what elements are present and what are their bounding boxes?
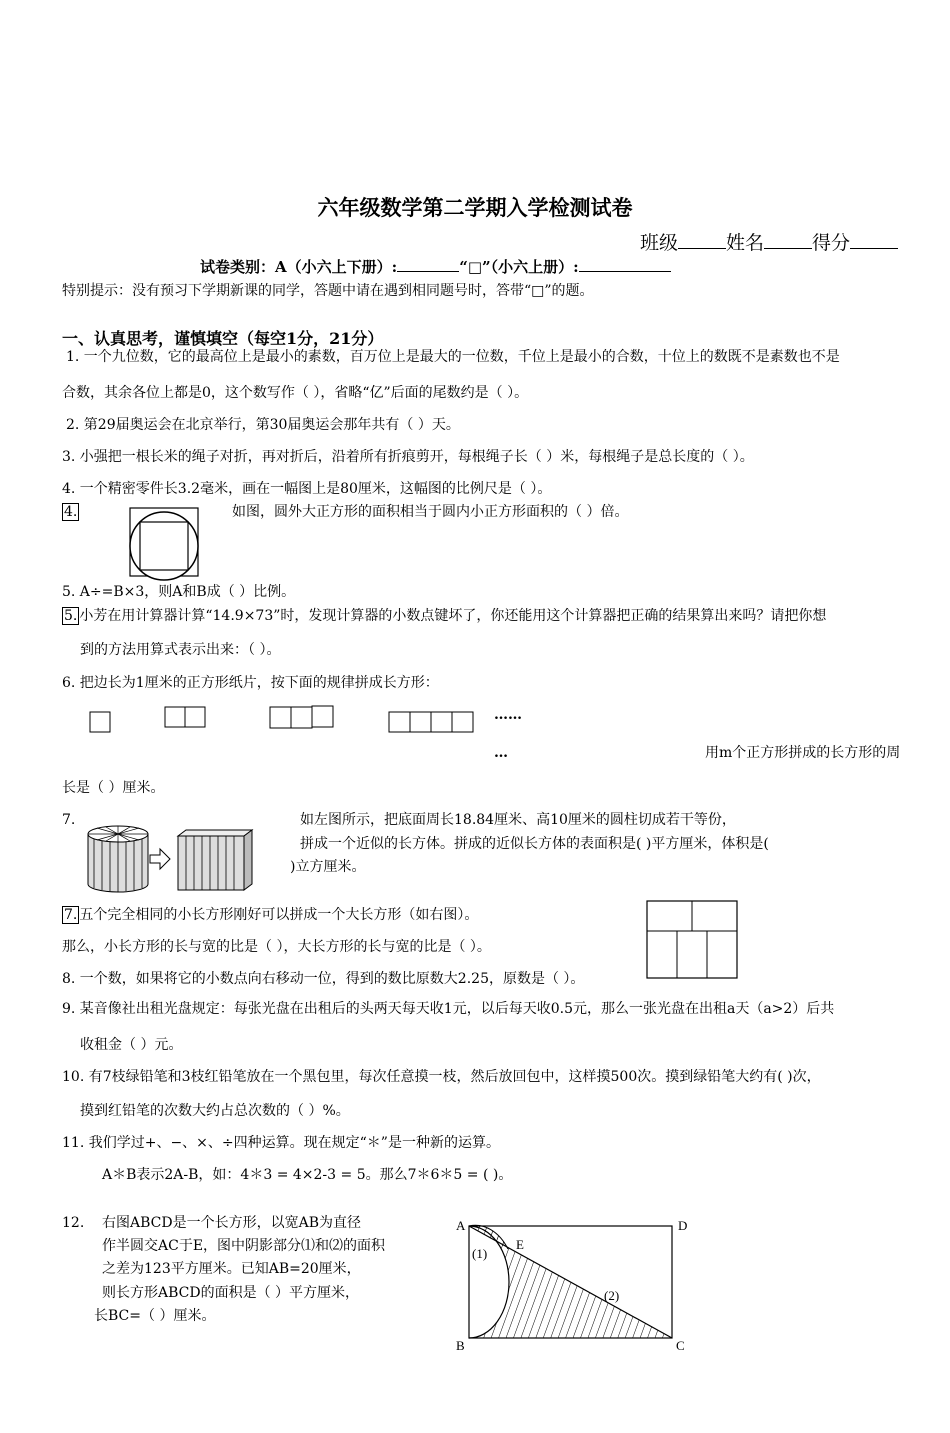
circle-square-figure xyxy=(128,508,200,580)
q6-square-pattern xyxy=(88,706,488,736)
label-a: A xyxy=(456,1218,466,1233)
label-b: B xyxy=(456,1338,465,1353)
q6-line3: 长是（ ）厘米。 xyxy=(62,780,165,796)
label-part-2: (2) xyxy=(604,1288,620,1303)
q11-line1: 11. 我们学过+、−、×、÷四种运算。现在规定“＊”是一种新的运算。 xyxy=(62,1135,500,1151)
q6-dots-2: … xyxy=(494,745,508,761)
q7-line2: 拼成一个近似的长方体。拼成的近似长方体的表面积是( )平方厘米，体积是( xyxy=(300,836,769,852)
q7b-line2: 那么，小长方形的长与宽的比是（ ），大长方形的长与宽的比是（ ）。 xyxy=(62,939,491,955)
category-box-label: “□”（小六上册）: xyxy=(459,258,579,276)
label-part-1: (1) xyxy=(472,1246,488,1261)
q12-number: 12. xyxy=(62,1215,85,1231)
q6: 6. 把边长为1厘米的正方形纸片，按下面的规律拼成长方形： xyxy=(62,675,439,691)
paper-category xyxy=(200,256,671,277)
q8: 8. 一个数，如果将它的小数点向右移动一位，得到的数比原数大2.25，原数是（ ）。 xyxy=(62,971,585,987)
q4b-number: 4. xyxy=(64,504,78,520)
q1-line1: 1. 一个九位数，它的最高位上是最小的素数，百万位上是最大的一位数，千位上是最小的合数，十位上的数既不是素数也不是 xyxy=(66,349,840,365)
special-hint: 特别提示：没有预习下学期新课的同学，答题中请在遇到相同题号时，答带“□”的题。 xyxy=(62,283,594,299)
q12-line5: 长BC=（ ）厘米。 xyxy=(94,1308,216,1324)
score-blank[interactable] xyxy=(850,230,898,249)
cylinder-figure xyxy=(86,822,256,894)
label-c: C xyxy=(676,1338,685,1353)
class-blank[interactable] xyxy=(678,230,726,249)
q6-tail: 用m个正方形拼成的长方形的周 xyxy=(705,745,901,761)
q5: 5. A÷=B×3，则A和B成（ ）比例。 xyxy=(62,584,296,600)
q7-line3: )立方厘米。 xyxy=(290,859,366,875)
q4b-text: 如图，圆外大正方形的面积相当于圆内小正方形面积的（ ）倍。 xyxy=(232,504,629,520)
q7-line1: 如左图所示，把底面周长18.84厘米、高10厘米的圆柱切成若干等份， xyxy=(300,812,736,828)
score-label: 得分 xyxy=(811,232,850,254)
q7b-line1: 7. 五个完全相同的小长方形刚好可以拼成一个大长方形（如右图）。 xyxy=(64,907,479,923)
name-blank[interactable] xyxy=(764,230,812,249)
q5b-line1: 5. 小芳在用计算器计算“14.9×73”时，发现计算器的小数点键坏了，你还能用这个计算器把正确的结果算出来吗？请把你想 xyxy=(64,608,827,624)
q1-line2: 合数，其余各位上都是0，这个数写作（ ），省略“亿”后面的尾数约是（ ）。 xyxy=(62,385,529,401)
class-label: 班级 xyxy=(639,232,678,254)
q2: 2. 第29届奥运会在北京举行，第30届奥运会那年共有（ ）天。 xyxy=(66,417,460,433)
category-a-blank[interactable] xyxy=(397,257,459,272)
category-a-label: 试卷类别：A（小六上下册）: xyxy=(200,258,398,276)
q10-line2: 摸到红铅笔的次数大约占总次数的（ ）%。 xyxy=(80,1103,350,1119)
q5b-line2: 到的方法用算式表示出来：（ ）。 xyxy=(80,642,281,658)
q7-number: 7. xyxy=(62,812,76,828)
q12-line1: 右图ABCD是一个长方形，以宽AB为直径 xyxy=(102,1215,361,1231)
five-rectangles-figure xyxy=(646,900,740,980)
q4: 4. 一个精密零件长3.2毫米，画在一幅图上是80厘米，这幅图的比例尺是（ ）。 xyxy=(62,481,552,497)
q12-line3: 之差为123平方厘米。已知AB=20厘米， xyxy=(102,1261,361,1277)
q10-line1: 10. 有7枝绿铅笔和3枝红铅笔放在一个黑包里，每次任意摸一枝，然后放回包中，这样摸500次。摸到绿铅笔大约有( )次， xyxy=(62,1069,821,1085)
q12-line2: 作半圆交AC于E，图中阴影部分⑴和⑵的面积 xyxy=(102,1238,386,1254)
student-info xyxy=(640,228,898,255)
category-box-blank[interactable] xyxy=(579,257,671,272)
q9-line1: 9. 某音像社出租光盘规定：每张光盘在出租后的头两天每天收1元，以后每天收0.5元，那么一张光盘在出租a天（a>2）后共 xyxy=(62,1001,835,1017)
q3: 3. 小强把一根长米的绳子对折，再对折后，沿着所有折痕剪开，每根绳子长（ ）米，每根绳子是总长度的（ ）。 xyxy=(62,449,754,465)
label-d: D xyxy=(678,1218,688,1233)
page-title: 六年级数学第二学期入学检测试卷 xyxy=(317,195,633,220)
name-label: 姓名 xyxy=(725,232,764,254)
label-e: E xyxy=(516,1237,524,1252)
q9-line2: 收租金（ ）元。 xyxy=(80,1037,183,1053)
q12-line4: 则长方形ABCD的面积是（ ）平方厘米， xyxy=(102,1285,360,1301)
q6-dots-1: …… xyxy=(494,707,522,723)
section-1-heading: 一、认真思考，谨慎填空（每空1分，21分） xyxy=(62,329,384,348)
q11-line2: A＊B表示2A-B，如：4＊3 = 4×2-3 = 5。那么7＊6＊5 = ( )。 xyxy=(102,1167,513,1183)
rectangle-abcd-figure xyxy=(454,1214,694,1354)
